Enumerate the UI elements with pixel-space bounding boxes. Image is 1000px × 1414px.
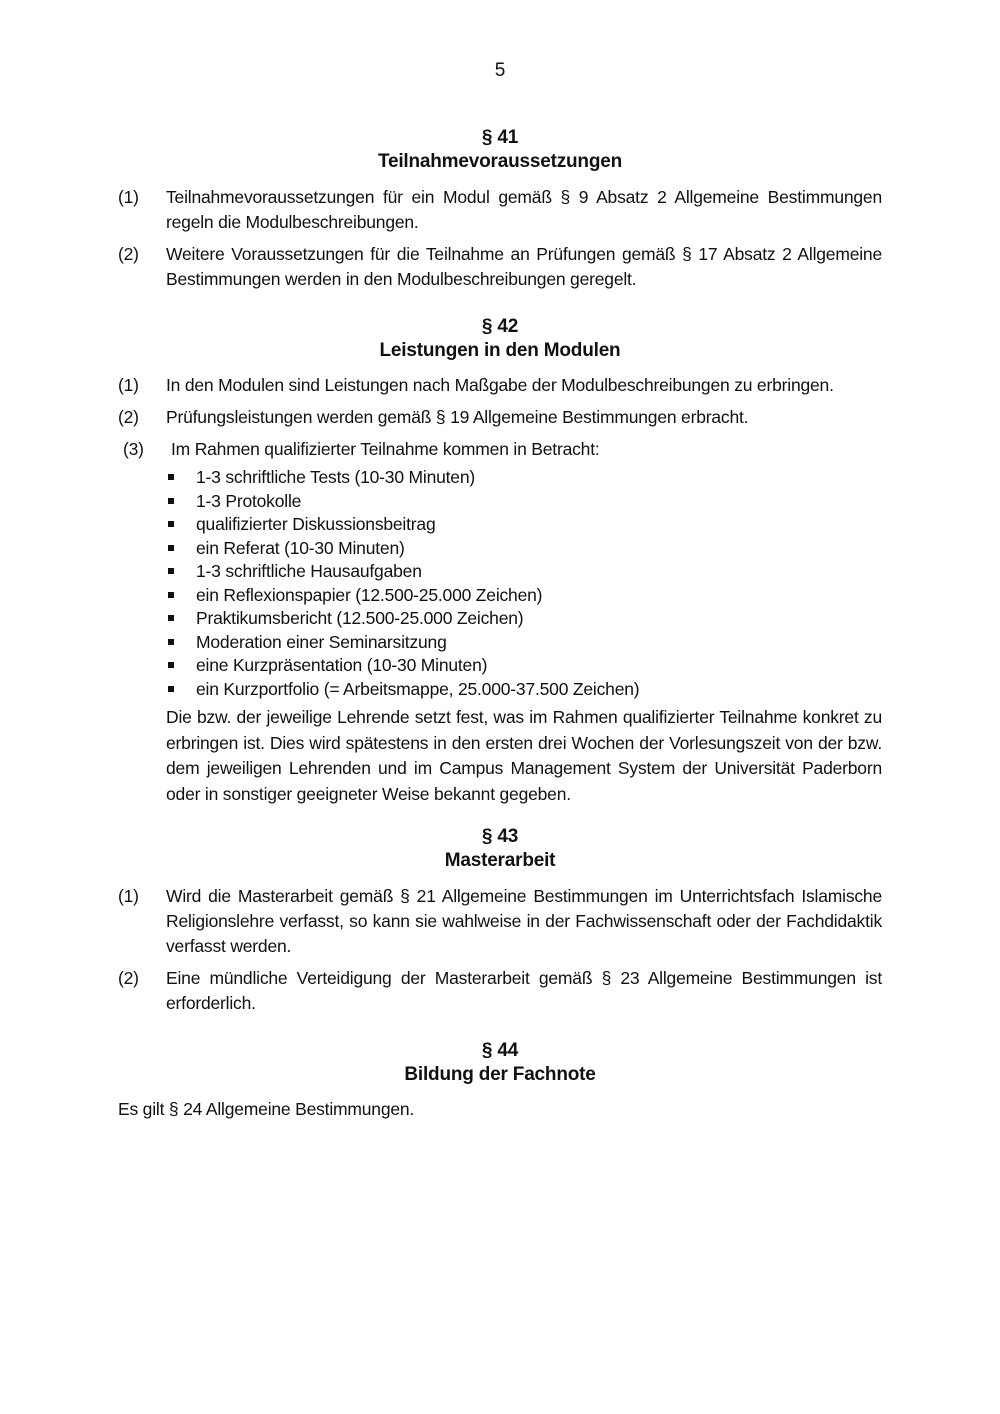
section-body: Es gilt § 24 Allgemeine Bestimmungen. <box>118 1099 415 1119</box>
list-item-text: ein Kurzportfolio (= Arbeitsmappe, 25.000-37.500 Zeichen) <box>196 678 640 699</box>
square-bullet-icon <box>168 474 174 480</box>
square-bullet-icon <box>168 568 174 574</box>
square-bullet-icon <box>168 686 174 692</box>
square-bullet-icon <box>168 498 174 504</box>
list-item <box>166 584 882 608</box>
section-symbol: § 44 <box>481 1040 519 1061</box>
paragraph-text: Wird die Masterarbeit gemäß § 21 Allgemeine Bestimmungen im Unterrichtsfach Islamische Religionslehre verfasst, so kann sie wahlweise in der Fachwissenschaft oder der Fachdidaktik verfasst werden. <box>166 886 882 956</box>
paragraph-text: Weitere Voraussetzungen für die Teilnahme an Prüfungen gemäß § 17 Absatz 2 Allgemeine Bestimmungen werden in den Modulbeschreibungen geregelt. <box>166 244 882 289</box>
section-title: Masterarbeit <box>444 850 556 871</box>
document-body <box>118 126 882 1122</box>
list-item <box>166 678 882 702</box>
page-number: 5 <box>494 60 506 81</box>
list-item <box>166 537 882 561</box>
paragraph-text: In den Modulen sind Leistungen nach Maßgabe der Modulbeschreibungen zu erbringen. <box>166 375 834 395</box>
paragraph-text: Teilnahmevoraussetzungen für ein Modul gemäß § 9 Absatz 2 Allgemeine Bestimmungen regeln die Modulbeschreibungen. <box>166 187 882 232</box>
list-item <box>166 560 882 584</box>
list-item-text: ein Referat (10-30 Minuten) <box>196 537 405 558</box>
square-bullet-icon <box>168 662 174 668</box>
paragraph-number: (3) <box>123 439 144 459</box>
paragraph-text: Eine mündliche Verteidigung der Masterarbeit gemäß § 23 Allgemeine Bestimmungen ist erforderlich. <box>166 968 882 1013</box>
square-bullet-icon <box>168 615 174 621</box>
list-item-text: 1-3 Protokolle <box>196 490 302 511</box>
paragraph-number: (2) <box>118 244 139 264</box>
list-item <box>166 654 882 678</box>
paragraph-number: (2) <box>118 968 139 988</box>
list-item <box>166 631 882 655</box>
section-symbol: § 42 <box>481 316 519 337</box>
paragraph-number: (1) <box>118 187 139 207</box>
paragraph-number: (1) <box>118 375 139 395</box>
list-item-text: 1-3 schriftliche Tests (10-30 Minuten) <box>196 467 476 487</box>
paragraph-text: Prüfungsleistungen werden gemäß § 19 Allgemeine Bestimmungen erbracht. <box>166 407 749 427</box>
section-symbol: § 41 <box>481 127 519 148</box>
paragraph-number: (1) <box>118 886 139 906</box>
paragraph <box>118 405 882 430</box>
square-bullet-icon <box>168 639 174 645</box>
list-item-text: 1-3 schriftliche Hausaufgaben <box>196 561 422 581</box>
paragraph <box>118 242 882 292</box>
list-item-text: qualifizierter Diskussionsbeitrag <box>196 514 436 534</box>
list-item-text: Moderation einer Seminarsitzung <box>196 631 447 652</box>
list-item <box>166 490 882 514</box>
square-bullet-icon <box>168 545 174 551</box>
list-item-text: eine Kurzpräsentation (10-30 Minuten) <box>196 655 488 675</box>
section-heading <box>118 825 882 873</box>
section-42 <box>118 315 882 807</box>
paragraph <box>118 966 882 1016</box>
list-item-text: ein Reflexionspapier (12.500-25.000 Zeichen) <box>196 584 543 605</box>
section-heading <box>118 315 882 363</box>
list-item <box>166 466 882 490</box>
list-item <box>166 513 882 537</box>
square-bullet-icon <box>168 592 174 598</box>
paragraph <box>118 185 882 235</box>
section-41 <box>118 126 882 292</box>
section-43 <box>118 825 882 1016</box>
paragraph-text: Im Rahmen qualifizierter Teilnahme kommen in Betracht: <box>171 439 600 459</box>
bullet-list <box>166 466 882 701</box>
list-item-text: Praktikumsbericht (12.500-25.000 Zeichen) <box>196 608 524 628</box>
section-title: Leistungen in den Modulen <box>379 340 621 361</box>
paragraph-number: (2) <box>118 407 139 427</box>
square-bullet-icon <box>168 521 174 527</box>
section-44 <box>118 1039 882 1122</box>
section-note: Die bzw. der jeweilige Lehrende setzt fest, was im Rahmen qualifizierter Teilnahme konkret zu erbringen ist. Dies wird spätestens in den ersten drei Wochen der Vorlesungszeit von der bzw. dem jeweiligen Lehrenden und im Campus Management System der Universität Paderborn oder in sonstiger geeigneter Weise bekannt gegeben. <box>166 707 882 804</box>
paragraph <box>118 373 882 398</box>
section-title: Bildung der Fachnote <box>404 1064 596 1085</box>
section-title: Teilnahmevoraussetzungen <box>377 151 623 172</box>
section-symbol: § 43 <box>481 826 519 847</box>
paragraph <box>118 437 882 462</box>
section-heading <box>118 1039 882 1087</box>
paragraph <box>118 884 882 959</box>
list-item <box>166 607 882 631</box>
section-heading <box>118 126 882 174</box>
